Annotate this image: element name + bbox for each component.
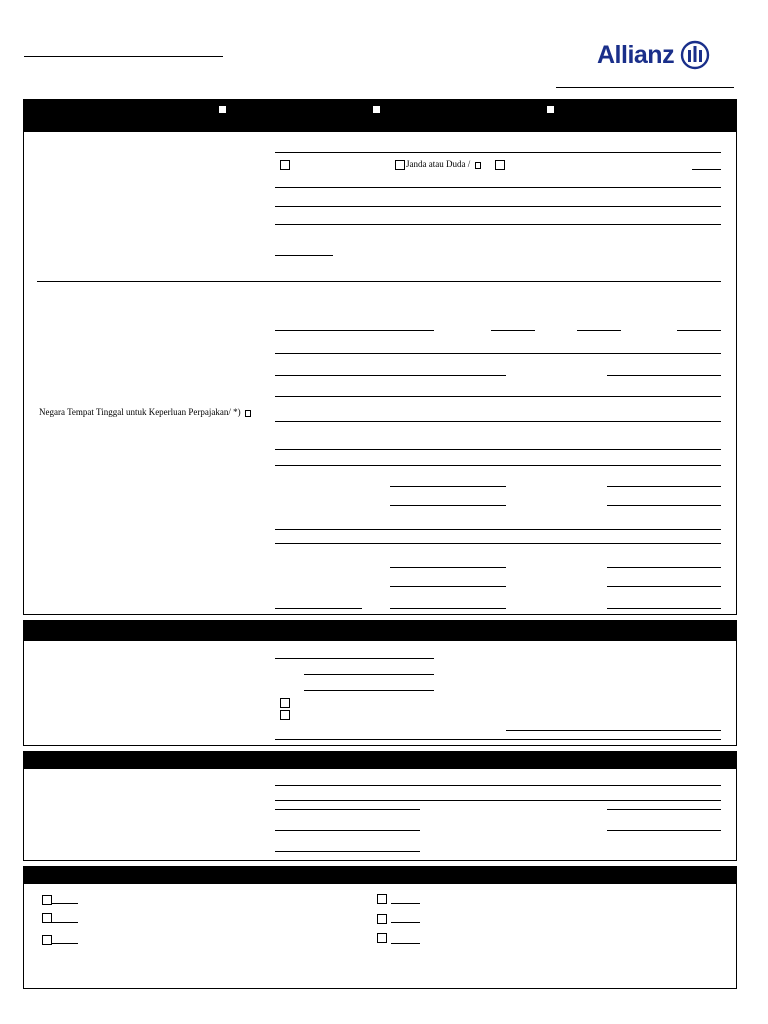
field-line[interactable]	[275, 255, 333, 256]
field-line[interactable]	[275, 608, 362, 609]
brand-name: Allianz	[597, 41, 675, 69]
field-line[interactable]	[390, 567, 506, 568]
small-checkbox-icon[interactable]	[475, 162, 481, 169]
field-line[interactable]	[304, 674, 434, 675]
field-line[interactable]	[52, 922, 78, 923]
field-line[interactable]	[52, 903, 78, 904]
field-line[interactable]	[607, 830, 721, 831]
section1-header-bar	[23, 99, 737, 132]
field-line[interactable]	[275, 800, 721, 801]
section4-header-bar	[23, 866, 737, 884]
option-checkbox-left-2[interactable]	[42, 913, 52, 923]
field-line[interactable]	[275, 785, 721, 786]
field-line[interactable]	[275, 224, 721, 225]
field-line[interactable]	[275, 529, 721, 530]
field-line[interactable]	[275, 851, 420, 852]
header-checkbox-2[interactable]	[373, 106, 380, 113]
field-line[interactable]	[275, 449, 721, 450]
option-checkbox-left-1[interactable]	[42, 895, 52, 905]
field-line[interactable]	[391, 943, 420, 944]
field-line[interactable]	[275, 152, 721, 153]
field-line[interactable]	[275, 187, 721, 188]
field-line[interactable]	[275, 739, 721, 740]
field-line[interactable]	[275, 375, 506, 376]
section2-checkbox-1[interactable]	[280, 698, 290, 708]
field-line[interactable]	[275, 396, 721, 397]
field-line[interactable]	[391, 922, 420, 923]
marital-checkbox-2[interactable]	[395, 160, 405, 170]
section2-header-bar	[23, 620, 737, 641]
field-line[interactable]	[304, 690, 434, 691]
field-line[interactable]	[692, 169, 721, 170]
tax-residence-label: Negara Tempat Tinggal untuk Keperluan Perpajakan/ *)	[39, 407, 241, 417]
field-line[interactable]	[390, 586, 506, 587]
field-line[interactable]	[577, 330, 621, 331]
option-checkbox-left-3[interactable]	[42, 935, 52, 945]
option-checkbox-right-1[interactable]	[377, 894, 387, 904]
field-line[interactable]	[607, 608, 721, 609]
field-line[interactable]	[607, 505, 721, 506]
field-line[interactable]	[607, 486, 721, 487]
field-line[interactable]	[275, 543, 721, 544]
field-line[interactable]	[607, 375, 721, 376]
field-line[interactable]	[275, 830, 420, 831]
section2-checkbox-2[interactable]	[280, 710, 290, 720]
field-line[interactable]	[275, 353, 721, 354]
option-checkbox-right-3[interactable]	[377, 933, 387, 943]
allianz-logo	[597, 40, 710, 70]
marital-checkbox-3[interactable]	[495, 160, 505, 170]
field-line[interactable]	[391, 903, 420, 904]
field-line[interactable]	[275, 658, 434, 659]
field-line[interactable]	[390, 608, 506, 609]
header-checkbox-1[interactable]	[219, 106, 226, 113]
section1-divider	[37, 281, 721, 282]
header-underline-left	[24, 56, 223, 57]
field-line[interactable]	[275, 465, 721, 466]
field-line[interactable]	[390, 505, 506, 506]
field-line[interactable]	[275, 809, 420, 810]
header-underline-right	[556, 87, 734, 88]
field-line[interactable]	[607, 809, 721, 810]
field-line[interactable]	[607, 567, 721, 568]
marital-checkbox-1[interactable]	[280, 160, 290, 170]
option-checkbox-right-2[interactable]	[377, 914, 387, 924]
section3-frame	[23, 769, 737, 861]
field-line[interactable]	[390, 486, 506, 487]
field-line[interactable]	[275, 330, 434, 331]
field-line[interactable]	[275, 206, 721, 207]
field-line[interactable]	[677, 330, 721, 331]
field-line[interactable]	[491, 330, 535, 331]
small-checkbox-icon[interactable]	[245, 410, 251, 417]
marital-option-label: Janda atau Duda /	[406, 159, 471, 169]
allianz-eagle-icon	[680, 40, 710, 70]
section3-header-bar	[23, 751, 737, 769]
field-line[interactable]	[275, 421, 721, 422]
field-line[interactable]	[607, 586, 721, 587]
header-checkbox-3[interactable]	[547, 106, 554, 113]
field-line[interactable]	[52, 943, 78, 944]
field-line[interactable]	[506, 730, 721, 731]
